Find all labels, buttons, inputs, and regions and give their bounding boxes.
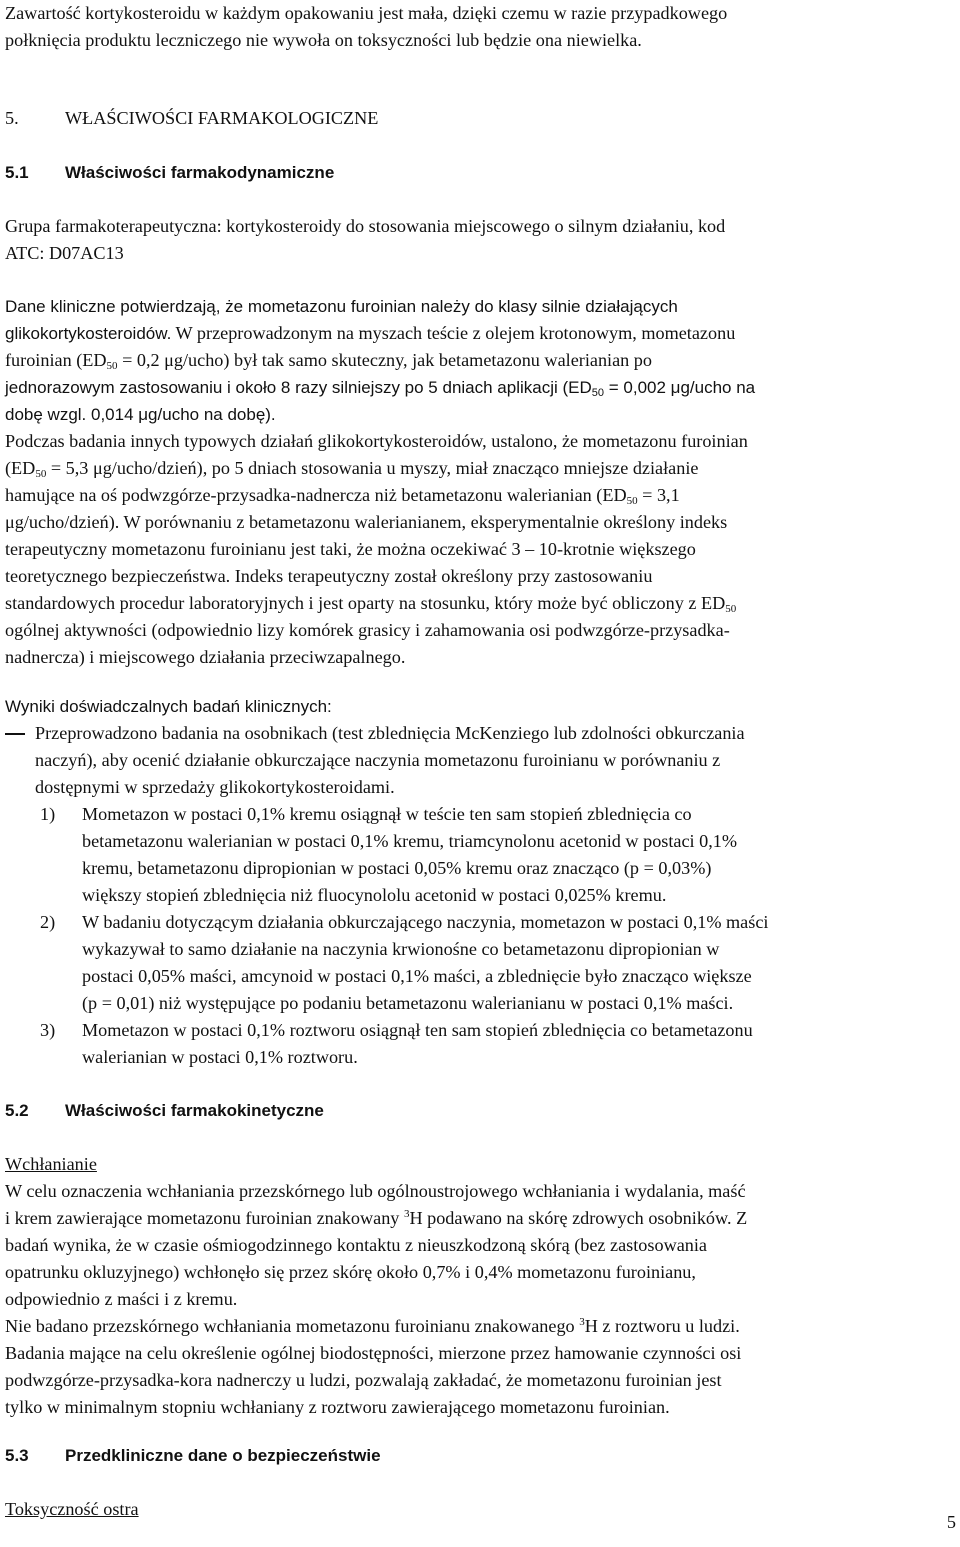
clinical-text: = 0,2 μg/ucho) był tak samo skuteczny, jak betametazonu walerianian po <box>117 350 652 370</box>
other-text: = 3,1 <box>637 485 680 505</box>
intro-paragraph <box>5 0 955 54</box>
item-number: 3) <box>40 1020 56 1040</box>
dash-bullet-icon <box>5 733 25 735</box>
section-title: Właściwości farmakodynamiczne <box>65 163 335 182</box>
item-line: (p = 0,01) niż występujące po podaniu betametazonu walerianianu w postaci 0,1% maści. <box>82 993 734 1013</box>
list-line: dostępnymi w sprzedaży glikokortykosteroidami. <box>35 777 395 797</box>
other-line: terapeutyczny mometazonu furoinianu jest taki, że można oczekiwać 3 – 10-krotnie większego <box>5 539 696 559</box>
superscript: 3 <box>579 1316 585 1328</box>
numbered-item <box>40 801 955 909</box>
other-line: ogólnej aktywności (odpowiednio lizy komórek grasicy i zahamowania osi podwzgórze-przysadka- <box>5 620 730 640</box>
intro-line: Zawartość kortykosteroidu w każdym opakowaniu jest mała, dzięki czemu w razie przypadkowego <box>5 3 728 23</box>
clinical-text: glikokortykosteroidów. <box>5 324 172 343</box>
subscript: 50 <box>725 603 737 615</box>
other-text: standardowych procedur laboratoryjnych i jest oparty na stosunku, który może być obliczony z ED <box>5 593 726 613</box>
page-number: 5 <box>946 1512 956 1532</box>
subscript: 50 <box>106 360 118 372</box>
item-line: większy stopień zblednięcia niż fluocynololu acetonid w postaci 0,025% kremu. <box>82 885 667 905</box>
clinical-text: jednorazowym zastosowaniu i około 8 razy silniejszy po 5 dniach aplikacji (ED <box>5 378 592 397</box>
absorption-heading: Wchłanianie <box>5 1154 97 1174</box>
subscript: 50 <box>35 468 47 480</box>
section-5-2-heading <box>5 1097 955 1124</box>
item-line: betametazonu walerianian w postaci 0,1% kremu, triamcynolonu acetonid w postaci 0,1% <box>82 831 738 851</box>
section-5-heading <box>5 105 955 132</box>
item-line: wykazywał to samo działanie na naczynia krwionośne co betametazonu dipropionian w <box>82 939 720 959</box>
item-line: Mometazon w postaci 0,1% kremu osiągnął w teście ten sam stopień zblednięcia co <box>82 804 692 824</box>
list-item <box>5 720 955 801</box>
clinical-text: furoinian (ED <box>5 350 107 370</box>
section-5-3-heading <box>5 1442 955 1469</box>
atc-paragraph <box>5 213 955 267</box>
section-number: 5. <box>5 108 19 128</box>
list-line: naczyń), aby ocenić działanie obkurczające naczynia mometazonu furoinianu w porównaniu z <box>35 750 721 770</box>
other-text: hamujące na oś podwzgórze-przysadka-nadnercza niż betametazonu walerianian (ED <box>5 485 627 505</box>
section-number: 5.2 <box>5 1101 29 1120</box>
subscript: 50 <box>626 495 638 507</box>
clinical-text: W przeprowadzonym na myszach teście z olejem krotonowym, mometazonu <box>171 323 736 343</box>
other-text: (ED <box>5 458 36 478</box>
absorption-line: Badania mające na celu określenie ogólnej biodostępności, mierzone przez hamowanie czynności osi <box>5 1343 742 1363</box>
absorption-line: tylko w minimalnym stopniu wchłaniany z roztworu zawierającego mometazonu furoinian. <box>5 1397 670 1417</box>
absorption-text: H podawano na skórę zdrowych osobników. Z <box>409 1208 748 1228</box>
other-line: nadnercza) i miejscowego działania przeciwzapalnego. <box>5 647 406 667</box>
absorption-line: W celu oznaczenia wchłaniania przezskórnego lub ogólnoustrojowego wchłaniania i wydalania, maść <box>5 1181 746 1201</box>
item-line: W badaniu dotyczącym działania obkurczającego naczynia, mometazon w postaci 0,1% maści <box>82 912 769 932</box>
list-line: Przeprowadzono badania na osobnikach (test zblednięcia McKenziego lub zdolności obkurczania <box>35 723 745 743</box>
absorption-text: Nie badano przezskórnego wchłaniania mometazonu furoinianu znakowanego <box>5 1316 580 1336</box>
absorption-line: podwzgórze-przysadka-kora nadnerczy u ludzi, pozwalają zakładać, że mometazonu furoinian jest <box>5 1370 722 1390</box>
clinical-text: = 0,002 μg/ucho na <box>604 378 756 397</box>
other-line: μg/ucho/dzień). W porównaniu z betametazonu walerianianem, eksperymentalnie określony indeks <box>5 512 728 532</box>
section-title: WŁAŚCIWOŚCI FARMAKOLOGICZNE <box>65 108 379 128</box>
section-title: Przedkliniczne dane o bezpieczeństwie <box>65 1446 381 1465</box>
absorption-line: odpowiednio z maści i z kremu. <box>5 1289 238 1309</box>
other-line: Podczas badania innych typowych działań glikokortykosteroidów, ustalono, że mometazonu furoinian <box>5 431 748 451</box>
item-number: 1) <box>40 804 56 824</box>
superscript: 3 <box>403 1208 410 1220</box>
numbered-item <box>40 909 955 1017</box>
numbered-item <box>40 1017 955 1071</box>
atc-line: ATC: D07AC13 <box>5 243 124 263</box>
subscript: 50 <box>591 387 605 399</box>
results-heading: Wyniki doświadczalnych badań klinicznych: <box>5 697 332 716</box>
item-line: Mometazon w postaci 0,1% roztworu osiągnął ten sam stopień zblednięcia co betametazonu <box>82 1020 753 1040</box>
item-number: 2) <box>40 912 56 932</box>
toxicity-heading: Toksyczność ostra <box>5 1499 139 1519</box>
clinical-line: Dane kliniczne potwierdzają, że mometazonu furoinian należy do klasy silnie działających <box>5 297 678 316</box>
other-text: = 5,3 μg/ucho/dzień), po 5 dniach stosowania u myszy, miał znacząco mniejsze działanie <box>46 458 699 478</box>
atc-line: Grupa farmakoterapeutyczna: kortykosteroidy do stosowania miejscowego o silnym działaniu, kod <box>5 216 726 236</box>
clinical-line: dobę wzgl. 0,014 μg/ucho na dobę). <box>5 405 276 424</box>
absorption-text: H z roztworu u ludzi. <box>584 1316 740 1336</box>
absorption-line: badań wynika, że w czasie ośmiogodzinnego kontaktu z nieuszkodzoną skórą (bez zastosowania <box>5 1235 708 1255</box>
absorption-line: opatrunku okluzyjnego) wchłonęło się przez skórę około 0,7% i 0,4% mometazonu furoinianu, <box>5 1262 696 1282</box>
section-5-1-heading <box>5 159 955 186</box>
item-line: walerianian w postaci 0,1% roztworu. <box>82 1047 358 1067</box>
section-number: 5.3 <box>5 1446 29 1465</box>
absorption-text: i krem zawierające mometazonu furoinian znakowany <box>5 1208 404 1228</box>
intro-line: połknięcia produktu leczniczego nie wywoła on toksyczności lub będzie ona niewielka. <box>5 30 642 50</box>
other-effects-paragraph <box>5 428 955 671</box>
item-line: postaci 0,05% maści, amcynoid w postaci 0,1% maści, a zblednięcie było znacząco większe <box>82 966 752 986</box>
section-number: 5.1 <box>5 163 29 182</box>
item-line: kremu, betametazonu dipropionian w postaci 0,05% kremu oraz znacząco (p = 0,03%) <box>82 858 712 878</box>
absorption-paragraph <box>5 1178 955 1421</box>
other-line: teoretycznego bezpieczeństwa. Indeks terapeutyczny został określony przy zastosowaniu <box>5 566 653 586</box>
section-title: Właściwości farmakokinetyczne <box>65 1101 324 1120</box>
clinical-paragraph <box>5 293 955 428</box>
